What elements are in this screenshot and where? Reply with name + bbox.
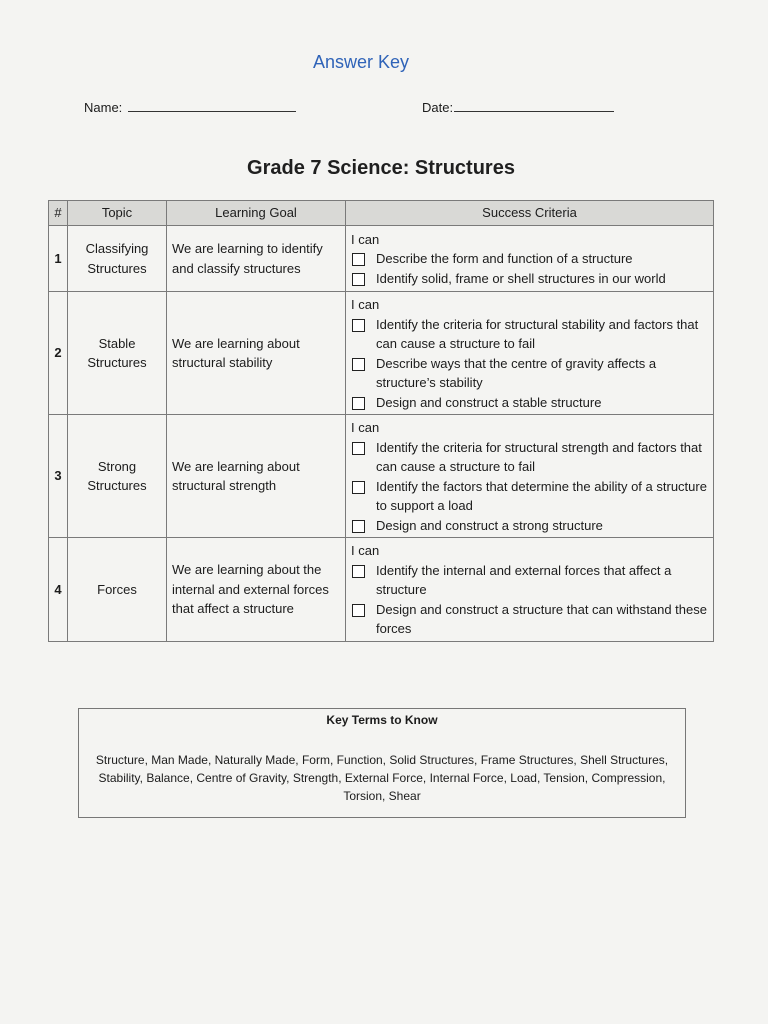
table-row <box>49 292 714 415</box>
checkbox-icon[interactable] <box>352 520 365 533</box>
criteria-item <box>351 354 707 393</box>
row-topic <box>68 538 167 642</box>
row-number: 3 <box>49 415 68 538</box>
row-success-criteria <box>346 226 714 292</box>
table-row <box>49 226 714 292</box>
header-topic: Topic <box>68 201 167 226</box>
row-success-criteria <box>346 415 714 538</box>
row-number: 1 <box>49 226 68 292</box>
topic-line: Forces <box>97 581 137 597</box>
criteria-text: Design and construct a strong structure <box>376 517 603 533</box>
table-row <box>49 415 714 538</box>
checkbox-icon[interactable] <box>352 565 365 578</box>
header-number: # <box>49 201 68 226</box>
topic-line: Classifying <box>85 241 149 256</box>
name-label: Name: <box>84 100 123 115</box>
criteria-item <box>351 315 707 354</box>
checkbox-icon[interactable] <box>352 319 365 332</box>
criteria-item <box>351 477 707 516</box>
checkbox-icon[interactable] <box>352 604 365 617</box>
criteria-item <box>351 516 707 536</box>
criteria-text: Describe the form and function of a structure <box>376 251 633 267</box>
criteria-text: Identify the internal and external forces that affect a structure <box>376 562 672 598</box>
topic-line: Structures <box>87 478 147 493</box>
header-learning-goal: Learning Goal <box>167 201 346 226</box>
name-line <box>128 99 296 112</box>
row-learning-goal: We are learning about the internal and external forces that affect a structure <box>167 538 346 642</box>
criteria-text: Identify solid, frame or shell structures in our world <box>376 270 666 286</box>
criteria-intro: I can <box>351 420 380 435</box>
key-terms-box <box>78 708 686 818</box>
date-label: Date: <box>422 100 454 115</box>
page-title: Grade 7 Science: Structures <box>247 157 515 179</box>
topic-line: Structures <box>87 260 147 276</box>
criteria-text: Describe ways that the centre of gravity affects a structure’s stability <box>376 355 657 390</box>
criteria-intro: I can <box>351 297 380 312</box>
criteria-text: Identify the factors that determine the ability of a structure to support a load <box>376 478 707 513</box>
row-topic <box>68 226 167 292</box>
topic-line: Strong <box>97 458 137 474</box>
table-header-row <box>49 201 714 226</box>
criteria-intro: I can <box>351 543 380 559</box>
date-field <box>422 99 614 115</box>
checkbox-icon[interactable] <box>352 397 365 410</box>
criteria-intro: I can <box>351 231 380 247</box>
criteria-item <box>351 269 707 289</box>
key-terms-title: Key Terms to Know <box>326 713 438 727</box>
criteria-text: Design and construct a stable structure <box>376 394 602 410</box>
criteria-text: Identify the criteria for structural stability and factors that can cause a structure to fail <box>376 316 699 351</box>
table-row <box>49 538 714 642</box>
row-success-criteria <box>346 538 714 642</box>
checkbox-icon[interactable] <box>352 481 365 494</box>
answer-key-label: Answer Key <box>312 52 410 72</box>
topic-line: Structures <box>87 355 147 370</box>
row-learning-goal: We are learning to identify and classify structures <box>167 226 346 292</box>
date-line <box>454 99 614 112</box>
checkbox-icon[interactable] <box>352 358 365 371</box>
criteria-text: Design and construct a structure that can withstand these forces <box>376 601 707 637</box>
row-topic <box>68 292 167 415</box>
criteria-item <box>351 438 707 477</box>
header-success-criteria: Success Criteria <box>346 201 714 226</box>
checkbox-icon[interactable] <box>352 273 365 286</box>
row-learning-goal: We are learning about structural strength <box>167 415 346 538</box>
row-number: 2 <box>49 292 68 415</box>
success-criteria-table <box>48 200 714 642</box>
row-success-criteria <box>346 292 714 415</box>
row-topic <box>68 415 167 538</box>
criteria-item <box>351 600 707 639</box>
criteria-item <box>351 561 707 600</box>
name-field <box>84 99 296 115</box>
criteria-text: Identify the criteria for structural strength and factors that can cause a structure to fail <box>376 439 702 474</box>
row-learning-goal: We are learning about structural stability <box>167 292 346 415</box>
criteria-item <box>351 249 707 269</box>
key-terms-list: Structure, Man Made, Naturally Made, Form, Function, Solid Structures, Frame Structures, Shell Structures, Stability, Balance, Centre of Gravity, Strength, External Force, Internal Force, Load, Tension, Compression, Torsion, Shear <box>95 753 669 803</box>
checkbox-icon[interactable] <box>352 253 365 266</box>
checkbox-icon[interactable] <box>352 442 365 455</box>
row-number: 4 <box>49 538 68 642</box>
criteria-item <box>351 393 707 413</box>
topic-line: Stable <box>98 335 136 351</box>
